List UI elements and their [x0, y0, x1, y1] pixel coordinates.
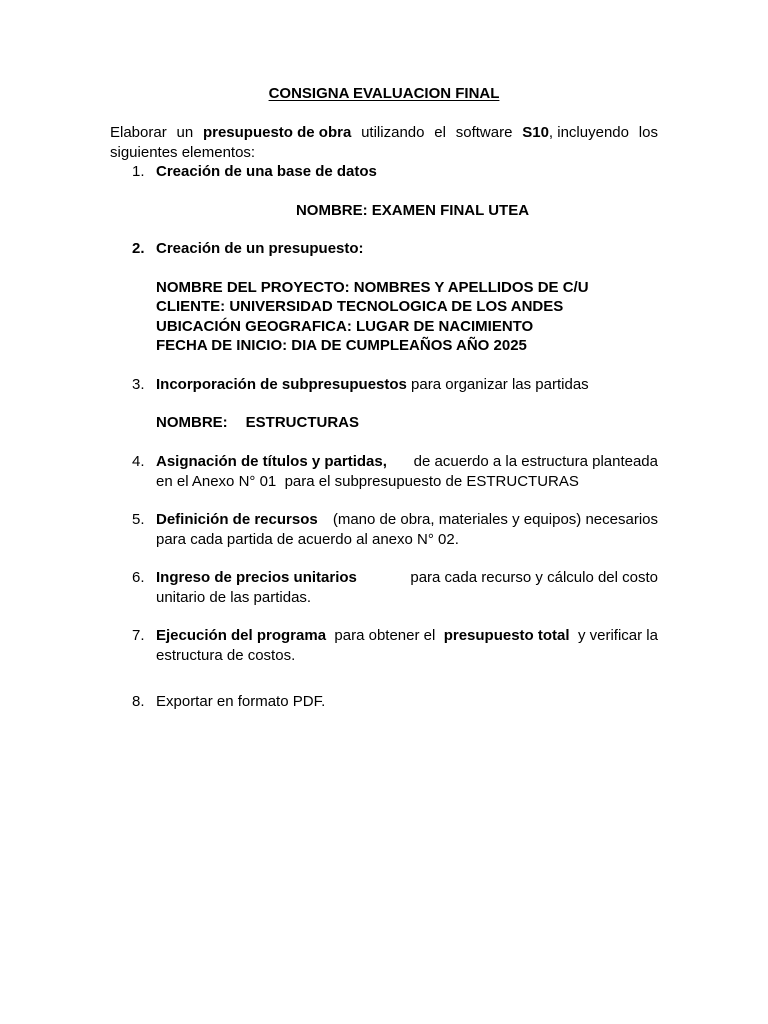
list-item-bold: Creación de un presupuesto:	[156, 240, 364, 257]
list-item-text: en el Anexo N° 01 para el subpresupuesto de ESTRUCTURAS	[156, 472, 579, 490]
intro-word: software	[455, 124, 513, 141]
list-item	[110, 162, 658, 182]
intro-line-2: siguientes elementos:	[110, 143, 256, 161]
list-number: 1.	[132, 163, 145, 180]
list-number: 8.	[132, 693, 145, 710]
list-item-text: y verificar la	[577, 627, 658, 644]
list-item-bold: Asignación de títulos y partidas,	[156, 453, 387, 470]
list-item-text: de acuerdo a la estructura planteada	[413, 453, 658, 470]
intro-paragraph	[110, 123, 658, 162]
page-title: CONSIGNA EVALUACION FINAL	[268, 85, 500, 102]
subbudget-name	[156, 413, 359, 433]
intro-bold-s10: S10	[522, 124, 549, 141]
list-number: 2.	[132, 240, 145, 257]
intro-word: , incluyendo	[548, 124, 629, 141]
list-item-bold: Definición de recursos	[156, 511, 318, 528]
list-item-text: para organizar las partidas	[406, 376, 589, 393]
list-item-bold: Incorporación de subpresupuestos	[156, 376, 407, 393]
list-item-text: para obtener el	[334, 627, 436, 644]
project-location: UBICACIÓN GEOGRAFICA: LUGAR DE NACIMIENTO	[156, 318, 534, 335]
list-item-bold: presupuesto total	[443, 627, 570, 644]
database-name: NOMBRE: EXAMEN FINAL UTEA	[295, 202, 530, 219]
list-number: 3.	[132, 376, 145, 393]
list-number: 5.	[132, 511, 145, 528]
list-item	[110, 239, 658, 259]
list-item-text: (mano de obra, materiales y equipos) necesarios	[332, 511, 658, 528]
intro-word: el	[434, 124, 446, 141]
list-item	[110, 510, 658, 549]
subbudget-value: ESTRUCTURAS	[245, 414, 360, 431]
intro-software	[522, 123, 629, 143]
list-item-bold: Creación de una base de datos	[156, 163, 377, 180]
list-item-text: Exportar en formato PDF.	[156, 693, 326, 710]
intro-bold-budget: presupuesto de obra	[202, 124, 352, 141]
list-item-bold: Ejecución del programa	[156, 627, 327, 644]
list-item	[110, 375, 658, 395]
subbudget-label: NOMBRE:	[156, 414, 228, 431]
list-item-text: para cada partida de acuerdo al anexo N° 02.	[156, 530, 459, 548]
list-item	[110, 626, 658, 665]
intro-word: utilizando	[361, 124, 425, 141]
intro-word: Elaborar	[110, 124, 167, 141]
list-item-text: para cada recurso y cálculo del costo	[410, 569, 658, 586]
list-number: 6.	[132, 569, 145, 586]
project-client: CLIENTE: UNIVERSIDAD TECNOLOGICA DE LOS ANDES	[156, 298, 564, 315]
list-item-text: unitario de las partidas.	[156, 588, 312, 606]
list-item	[110, 568, 658, 607]
intro-word: los	[638, 124, 658, 141]
list-item	[110, 452, 658, 491]
list-item-bold: Ingreso de precios unitarios	[156, 569, 357, 586]
list-number: 4.	[132, 453, 145, 470]
intro-line-1	[110, 123, 658, 143]
list-item	[110, 692, 658, 712]
list-number: 7.	[132, 627, 145, 644]
list-item-text: estructura de costos.	[156, 646, 296, 664]
project-start-date: FECHA DE INICIO: DIA DE CUMPLEAÑOS AÑO 2025	[156, 337, 527, 354]
intro-word: un	[176, 124, 194, 141]
project-name: NOMBRE DEL PROYECTO: NOMBRES Y APELLIDOS DE C/U	[156, 279, 589, 296]
